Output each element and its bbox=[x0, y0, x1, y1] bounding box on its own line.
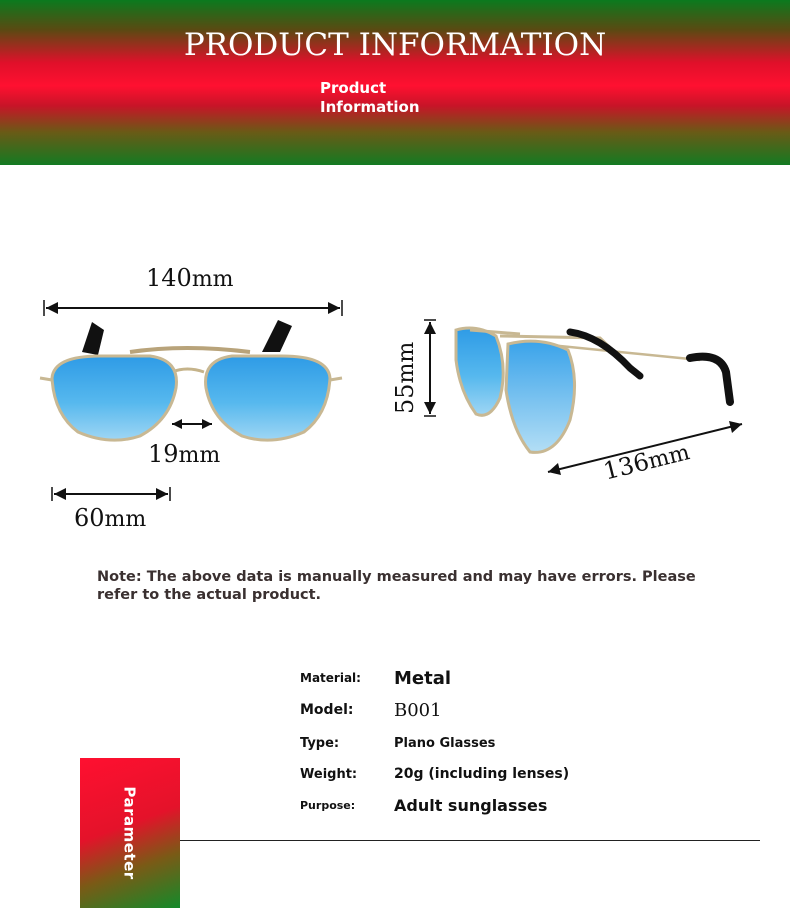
param-row-type bbox=[300, 734, 770, 762]
param-value: B001 bbox=[394, 700, 442, 721]
left-lens bbox=[52, 356, 176, 440]
param-key: Material: bbox=[300, 671, 361, 685]
right-temple-tip bbox=[262, 320, 292, 352]
bridge-label: 19mm bbox=[148, 440, 221, 468]
side-front-lens bbox=[456, 328, 503, 415]
bridge-arrow bbox=[172, 419, 212, 429]
lens-height-arrow bbox=[424, 320, 436, 416]
param-row-material bbox=[300, 668, 770, 696]
total-width-label: 140mm bbox=[146, 264, 234, 292]
lens-width-arrow bbox=[52, 487, 170, 501]
param-value: Adult sunglasses bbox=[394, 796, 548, 815]
param-key: Purpose: bbox=[300, 799, 356, 812]
param-row-weight bbox=[300, 765, 770, 793]
param-row-model bbox=[300, 700, 770, 728]
right-lens bbox=[206, 356, 330, 440]
lens-height-label: 55mm bbox=[391, 341, 419, 414]
measurement-note: Note: The above data is manually measured and may have errors. Please refer to the actual product. bbox=[97, 569, 696, 603]
parameter-tab-label: Parameter bbox=[121, 786, 139, 880]
parameter-tab bbox=[80, 758, 180, 908]
left-temple-tip bbox=[82, 322, 104, 355]
banner-title: PRODUCT INFORMATION bbox=[183, 27, 607, 63]
lens-width-label: 60mm bbox=[74, 504, 147, 532]
param-key: Weight: bbox=[300, 767, 358, 782]
banner-subtitle-line2: Information bbox=[320, 98, 420, 116]
banner-subtitle-line1: Product bbox=[320, 79, 387, 97]
param-value: Plano Glasses bbox=[394, 736, 496, 751]
temple-length-label: 136mm bbox=[600, 440, 693, 486]
param-value: 20g (including lenses) bbox=[394, 766, 570, 782]
param-key: Model: bbox=[300, 702, 354, 718]
side-view-glasses bbox=[456, 328, 730, 452]
param-row-purpose bbox=[300, 796, 770, 824]
param-key: Type: bbox=[300, 736, 340, 751]
side-back-lens bbox=[506, 341, 575, 452]
divider-line bbox=[180, 840, 760, 841]
param-value: Metal bbox=[394, 668, 452, 689]
total-width-arrow bbox=[44, 300, 342, 316]
